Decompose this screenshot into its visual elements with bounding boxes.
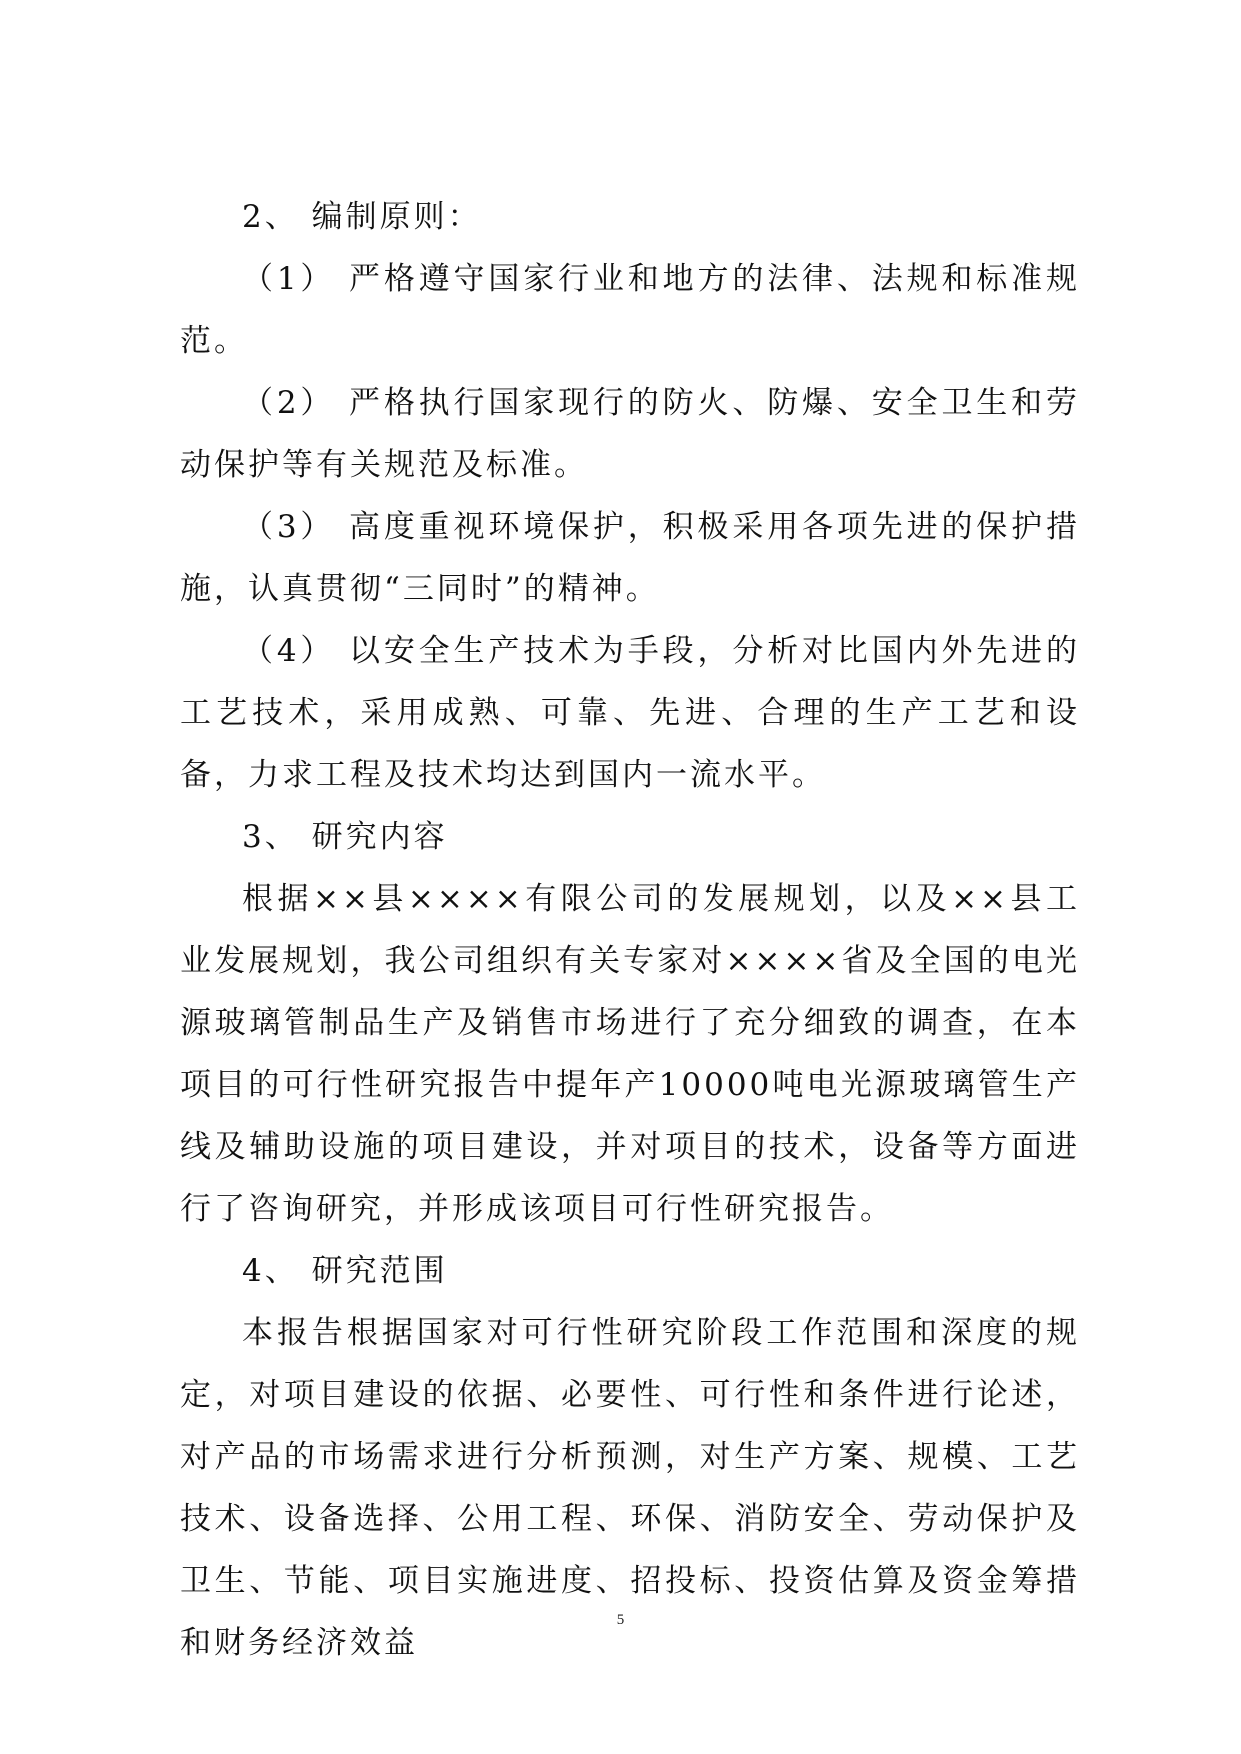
research-content-paragraph: 根据××县××××有限公司的发展规划，以及××县工业发展规划，我公司组织有关专家对××××省及全国的电光源玻璃管制品生产及销售市场进行了充分细致的调查，在本项目的可行性研究报告中提年产10000吨电光源玻璃管生产线及辅助设施的项目建设，并对项目的技术，设备等方面进行了咨询研究，并形成该项目可行性研究报告。 (180, 881, 1080, 1227)
principle-item-4: （4） 以安全生产技术为手段，分析对比国内外先进的工艺技术，采用成熟、可靠、先进、合理的生产工艺和设备，力求工程及技术均达到国内一流水平。 (180, 633, 1080, 793)
principle-item-2: （2） 严格执行国家现行的防火、防爆、安全卫生和劳动保护等有关规范及标准。 (180, 385, 1080, 483)
section-heading-compilation-principles: 2、 编制原则： (242, 199, 482, 235)
section-heading-research-scope: 4、 研究范围 (242, 1253, 448, 1289)
section-heading-research-content: 3、 研究内容 (242, 819, 448, 855)
research-scope-paragraph: 本报告根据国家对可行性研究阶段工作范围和深度的规定，对项目建设的依据、必要性、可行性和条件进行论述，对产品的市场需求进行分析预测，对生产方案、规模、工艺技术、设备选择、公用工程、环保、消防安全、劳动保护及卫生、节能、项目实施进度、招投标、投资估算及资金筹措和财务经济效益 (180, 1315, 1080, 1661)
principle-item-3: （3） 高度重视环境保护，积极采用各项先进的保护措施，认真贯彻“三同时”的精神。 (180, 509, 1080, 607)
document-body (180, 186, 1080, 1674)
page-number: 5 (616, 1612, 625, 1628)
principle-item-1: （1） 严格遵守国家行业和地方的法律、法规和标准规范。 (180, 261, 1080, 359)
